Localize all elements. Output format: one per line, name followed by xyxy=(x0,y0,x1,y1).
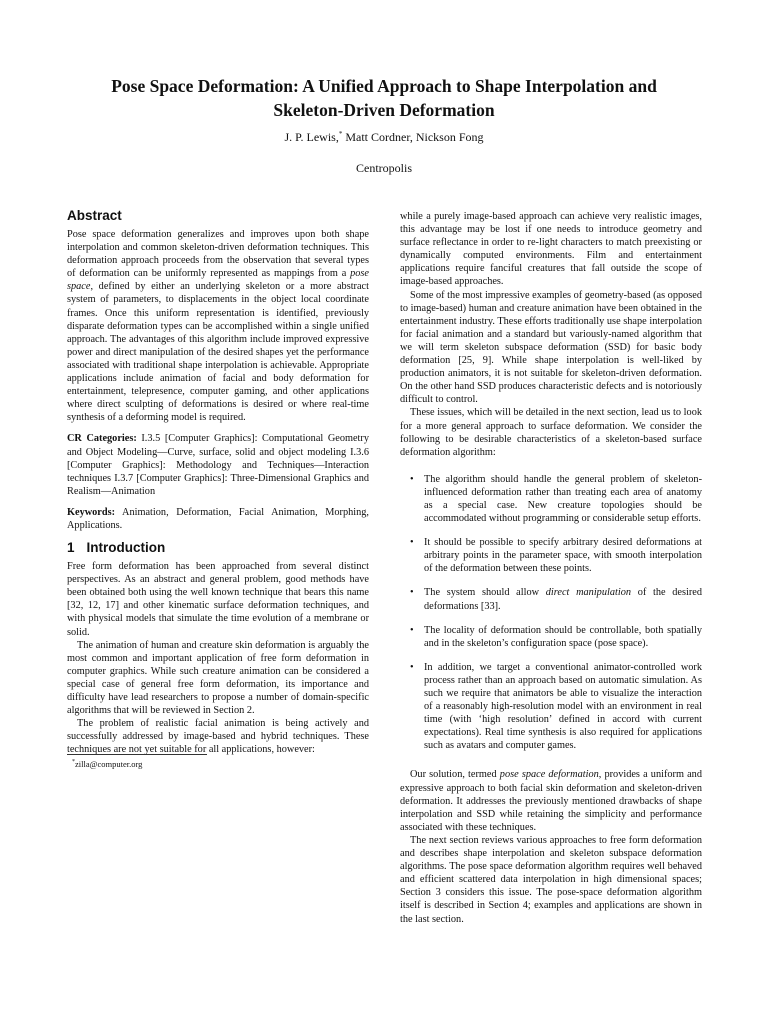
list-item xyxy=(410,536,702,575)
right-column xyxy=(400,210,702,926)
abstract-text-b: , defined by either an underlying skeleton or a more abstract system of parameters, to displacements in the object local coordinate frames. Once this uniform representation is identified, previously disparate deformation types can be accomplished within a single unified approach. The advantages of this algorithm include improved expressive power and direct manipulation of the desired shapes yet the performance associated with traditional shape interpolation is achievable. Appropriate applications include animation of facial and body deformation for entertainment, telepresence, computer gaming, and other applications where direct sculpting of deformations is desired or where real-time synthesis of a deforming model is required. xyxy=(67,281,369,424)
list-item xyxy=(410,473,702,525)
left-column xyxy=(67,208,369,756)
right-paragraph-5: The next section reviews various approaches to free form deformation and describes shape interpolation and skeleton subspace deformation algorithms. The pose space deformation algorithm requires well behaved and efficient scattered data interpolation in high dimensional spaces; Section 3 considers this issue. The pose-space deformation algorithm itself is described in Section 4; examples and applications are shown in the last section. xyxy=(400,834,702,925)
author-footnote-mark: * xyxy=(338,130,343,138)
affiliation: Centropolis xyxy=(356,161,412,175)
abstract-emphasis: pose space xyxy=(67,268,369,293)
intro-paragraph-3: The problem of realistic facial animation is being actively and successfully addressed by image-based and hybrid techniques. These techniques are not yet suitable for all applications, however: xyxy=(67,718,369,756)
keywords xyxy=(67,506,369,532)
footnote-mark: * xyxy=(72,759,75,765)
requirements-list xyxy=(400,473,702,753)
right-paragraph-4-a: Our solution, termed xyxy=(410,769,500,781)
list-item-text-b: of the desired deformations [33]. xyxy=(424,587,702,612)
keywords-label: Keywords: xyxy=(67,506,116,518)
keywords-text: Animation, Deformation, Facial Animation, Morphing, Applications. xyxy=(67,506,369,531)
list-item-text: In addition, we target a conventional animator-controlled work process rather than an approach based on automatic simulation. As such we require that animators be able to visualize the interaction of a reasonably high-resolution model with an environment in real time (with ‘high resolution’ defined in accord with current expectations). Real time synthesis is also required for applications such as avatars and computer games. xyxy=(424,661,702,752)
right-paragraph-3: These issues, which will be detailed in the next section, lead us to look for a more general approach to surface deformation. We consider the following to be desirable characteristics of a skeleton-based surface deformation algorithm: xyxy=(400,407,702,458)
abstract-text-a: Pose space deformation generalizes and improves upon both shape interpolation and common skeleton-driven deformation techniques. This deformation approach proceeds from the observation that several types of deformation can be uniformly represented as mappings from a xyxy=(67,229,369,280)
footnote-email: zilla@computer.org xyxy=(75,758,143,769)
right-paragraph-1: while a purely image-based approach can achieve very realistic images, this advantage may be lost if one needs to introduce geometry and surface reflectance in order to re-light characters to match preexisting or dynamically computed environments. Film and entertainment applications require fanciful creatures that fall outside the scope of image-based approaches. xyxy=(400,211,702,288)
list-item xyxy=(410,624,702,650)
list-item-text: The locality of deformation should be controllable, both spatially and in the skeleton’s configuration space (pose space). xyxy=(424,624,702,649)
list-item xyxy=(410,586,702,612)
intro-section-number: 1 xyxy=(67,540,75,556)
footnote xyxy=(72,757,142,770)
cr-categories-label: CR Categories: xyxy=(67,433,137,445)
right-paragraph-4-emphasis: pose space deformation xyxy=(499,769,599,781)
list-item-text: It should be possible to specify arbitrary desired deformations at arbitrary points in the parameter space, with smooth interpolation of the deformation between these points. xyxy=(424,537,702,575)
list-item-text: The algorithm should handle the general problem of skeleton-influenced deformation rather than treating each area of anatomy as a special case. New creature topologies should be accommodated without programming or considerable setup efforts. xyxy=(424,473,702,525)
right-paragraph-4 xyxy=(400,768,702,833)
author-others: Matt Cordner, Nickson Fong xyxy=(342,130,484,144)
title-line-1: Pose Space Deformation: A Unified Approach to Shape Interpolation and xyxy=(111,76,657,96)
intro-paragraph-2: The animation of human and creature skin deformation is arguably the most common and important application of free form deformation in computer graphics. While such creature animation can be considered a special case of general free form deformation, its importance and difficulty have lead researchers to propose a number of domain-specific algorithms that will be reviewed in Section 2. xyxy=(67,639,369,717)
right-paragraph-4-b: , provides a uniform and expressive approach to both facial skin deformation and skeleton-driven deformation. It addresses the previously mentioned drawbacks of shape interpolation and SSD while retaining the simplicity and performance associated with these techniques. xyxy=(400,769,702,833)
bullet-dot: • xyxy=(410,473,414,485)
title-line-2: Skeleton-Driven Deformation xyxy=(273,100,495,120)
bullet-dot: • xyxy=(410,587,414,599)
cr-categories xyxy=(67,432,369,497)
intro-paragraph-1: Free form deformation has been approached from several distinct perspectives. As an abstract and general problem, good methods have been obtained both using the well known technique that bears this name [32, 12, 17] and other kinematic surface deformation techniques, and with physical models that simulate the time evolution of a membrane or solid. xyxy=(67,561,369,638)
abstract-heading: Abstract xyxy=(67,208,122,223)
bullet-dot: • xyxy=(410,661,414,673)
abstract-text xyxy=(67,228,369,424)
right-paragraph-2: Some of the most impressive examples of geometry-based (as opposed to image-based) human and creature animation have been obtained in the entertainment industry. These efforts traditionally use shape interpolation for facial animation and a standard but variously-named algorithm that we will term skeleton subspace deformation (SSD) for basic body deformation [25, 9]. While shape interpolation is well-liked by production animators, it is not suitable for skeleton-driven deformation. On the other hand SSD produces characteristic defects and is notoriously difficult to control. xyxy=(400,289,702,406)
list-item xyxy=(410,661,702,753)
intro-heading-text: Introduction xyxy=(86,540,166,556)
list-item-emphasis: direct manipulation xyxy=(545,587,632,599)
paper-title xyxy=(70,74,698,122)
bullet-dot: • xyxy=(410,624,414,636)
author-lewis: J. P. Lewis, xyxy=(284,130,339,144)
cr-categories-text: I.3.5 [Computer Graphics]: Computational Geometry and Object Modeling—Curve, surface, solid and object modeling I.3.6 [Computer Graphics]: Methodology and Techniques—Interaction techniques I.3.7 [Computer Graphics]: Three-Dimensional Graphics and Realism—Animation xyxy=(67,433,369,497)
intro-heading xyxy=(67,540,369,556)
bullet-dot: • xyxy=(410,537,414,549)
list-item-text-a: The system should allow xyxy=(424,587,546,599)
footnote-rule xyxy=(67,754,207,755)
author-list xyxy=(70,130,698,145)
